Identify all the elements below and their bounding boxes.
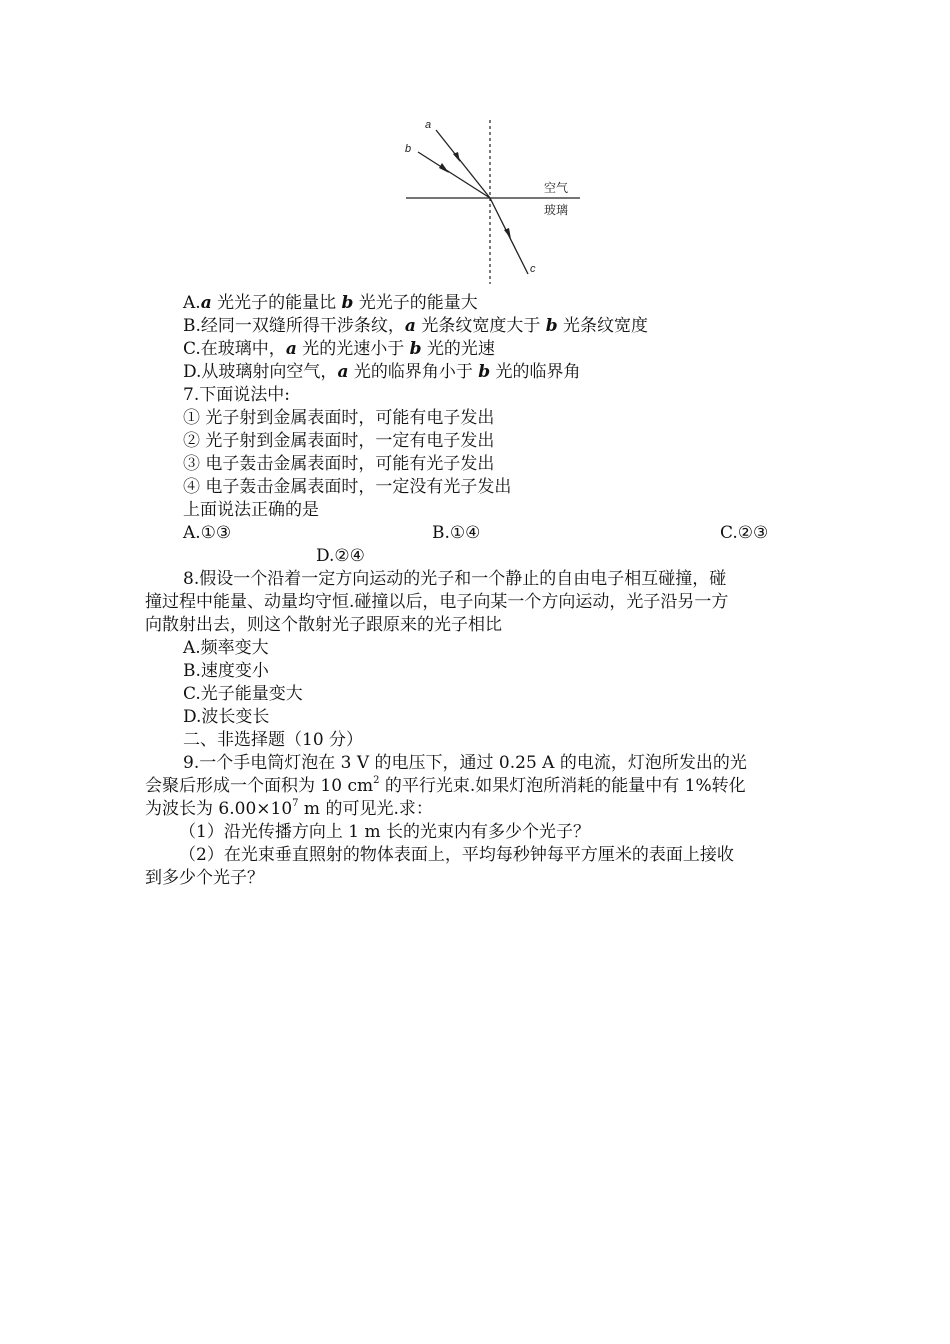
q9-stem-line-1: 9.一个手电筒灯泡在 3 V 的电压下，通过 0.25 A 的电流，灯泡所发出的光 <box>183 753 747 773</box>
section-2-heading: 二、非选择题（10 分） <box>183 730 364 750</box>
label-a: a <box>425 119 432 131</box>
q9-subquestion-2-line-2: 到多少个光子？ <box>145 868 264 888</box>
q7-option-a: A.①③ <box>183 523 232 543</box>
refraction-diagram <box>398 112 588 288</box>
label-glass: 玻璃 <box>544 203 569 217</box>
q7-option-b: B.①④ <box>432 523 481 543</box>
q7-statement-1: ① 光子射到金属表面时，可能有电子发出 <box>183 408 495 428</box>
q8-stem-line-2: 撞过程中能量、动量均守恒.碰撞以后，电子向某一个方向运动，光子沿另一方 <box>145 592 729 612</box>
ray-b <box>418 152 490 198</box>
q7-option-c: C.②③ <box>720 523 769 543</box>
label-c: c <box>530 263 536 275</box>
q7-stem: 7.下面说法中: <box>183 385 290 405</box>
ray-c-arrow-icon <box>504 228 511 239</box>
ray-a <box>436 130 490 198</box>
q7-statement-2: ② 光子射到金属表面时，一定有电子发出 <box>183 431 495 451</box>
q9-subquestion-2-line-1: （2）在光束垂直照射的物体表面上，平均每秒钟每平方厘米的表面上接收 <box>179 845 734 865</box>
q8-option-c: C.光子能量变大 <box>183 684 303 704</box>
q7-option-d: D.②④ <box>316 546 365 566</box>
q8-option-d: D.波长变长 <box>183 707 270 727</box>
q8-stem-line-3: 向散射出去，则这个散射光子跟原来的光子相比 <box>145 615 502 635</box>
q6-option-c: C.在玻璃中，a 光的光速小于 b 光的光速 <box>183 339 495 359</box>
q8-stem-line-1: 8.假设一个沿着一定方向运动的光子和一个静止的自由电子相互碰撞，碰 <box>183 569 727 589</box>
q6-option-a: A.a 光光子的能量比 b 光光子的能量大 <box>183 293 478 313</box>
q8-option-b: B.速度变小 <box>183 661 269 681</box>
q9-stem-line-2: 会聚后形成一个面积为 10 $cm^2$ 的平行光束.如果灯泡所消耗的能量中有 1%转化 <box>145 775 746 796</box>
q8-option-a: A.频率变大 <box>183 638 269 658</box>
q9-subquestion-1: （1）沿光传播方向上 1 m 长的光束内有多少个光子？ <box>179 822 590 842</box>
label-b: b <box>405 143 412 155</box>
ray-b-arrow-icon <box>439 163 449 173</box>
q7-question: 上面说法正确的是 <box>183 500 319 520</box>
q6-option-d: D.从玻璃射向空气，a 光的临界角小于 b 光的临界角 <box>183 362 581 382</box>
q7-statement-3: ③ 电子轰击金属表面时，可能有光子发出 <box>183 454 495 474</box>
label-air: 空气 <box>544 181 569 195</box>
q9-stem-line-3: 为波长为 $6.00\times 10^7$ m 的可见光.求： <box>145 798 433 819</box>
q6-option-b: B.经同一双缝所得干涉条纹，a 光条纹宽度大于 b 光条纹宽度 <box>183 316 649 336</box>
q7-statement-4: ④ 电子轰击金属表面时，一定没有光子发出 <box>183 477 512 497</box>
